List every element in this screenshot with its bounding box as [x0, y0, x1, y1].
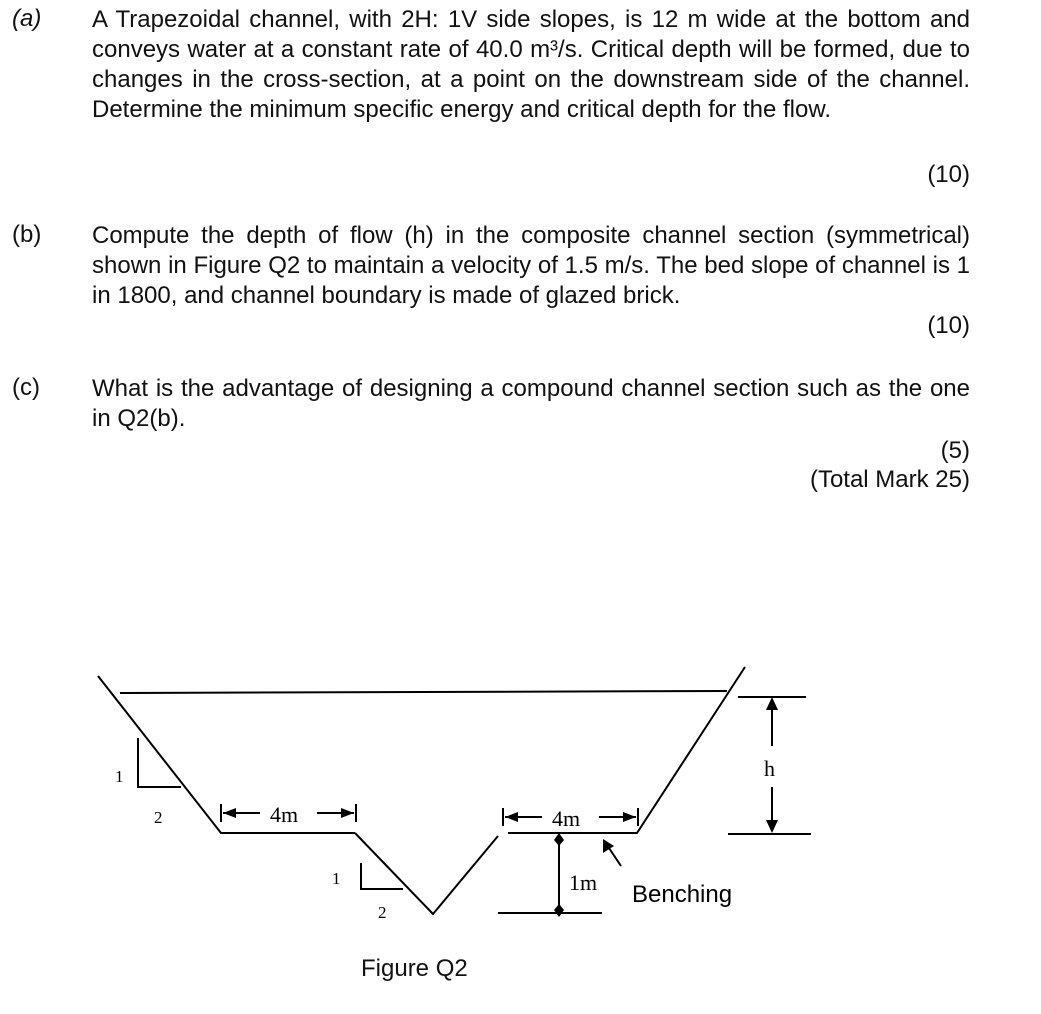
width-left-label: 4m	[270, 802, 299, 827]
width-right-label: 4m	[552, 806, 581, 831]
question-a-text: A Trapezoidal channel, with 2H: 1V side slopes, is 12 m wide at the bottom and conveys water at a constant rate of 40.0 m³/s. Critical depth will be formed, due to changes in the cross-section, at a point on the downstream side of the channel. Determine the minimum specific energy and critical depth for the flow.	[92, 6, 970, 123]
width-right-arrowhead-left	[505, 812, 518, 822]
benching-label: Benching	[632, 881, 733, 908]
h-arrowhead-down	[766, 820, 778, 833]
slope-inner-h-label: 2	[378, 903, 387, 922]
question-c-label: (c)	[12, 374, 40, 401]
benching-arrowhead	[603, 839, 614, 853]
bench-height-label: 1m	[569, 870, 598, 895]
slope-triangle-left	[138, 738, 181, 787]
slope-left-h-label: 2	[154, 808, 163, 827]
question-c-text: What is the advantage of designing a compound channel section such as the one in Q2(b).	[92, 375, 970, 432]
bench-arrowhead-up	[554, 833, 564, 846]
slope-left-v-label: 1	[115, 767, 124, 786]
slope-inner-v-label: 1	[332, 869, 341, 888]
width-left-arrowhead-left	[223, 808, 236, 818]
width-right-arrowhead-right	[623, 812, 636, 822]
channel-inner-v	[355, 833, 498, 914]
question-b-marks: (10)	[927, 312, 970, 339]
question-b-text: Compute the depth of flow (h) in the composite channel section (symmetrical) shown in Figure Q2 to maintain a velocity of 1.5 m/s. The bed slope of channel is 1 in 1800, and channel boundary is made of glazed brick.	[92, 222, 970, 309]
question-c-marks: (5)	[940, 437, 970, 464]
width-left-arrowhead-right	[341, 808, 354, 818]
question-a-marks: (10)	[927, 161, 970, 188]
h-arrowhead-up	[766, 697, 778, 710]
question-b-label: (b)	[12, 221, 42, 248]
bench-arrowhead-down	[554, 904, 564, 917]
total-marks: (Total Mark 25)	[809, 466, 970, 493]
figure-caption: Figure Q2	[361, 955, 468, 982]
question-a-label: (a)	[12, 5, 42, 32]
water-surface-line	[120, 691, 727, 693]
depth-h-label: h	[764, 756, 775, 781]
channel-left-bank	[98, 676, 355, 833]
